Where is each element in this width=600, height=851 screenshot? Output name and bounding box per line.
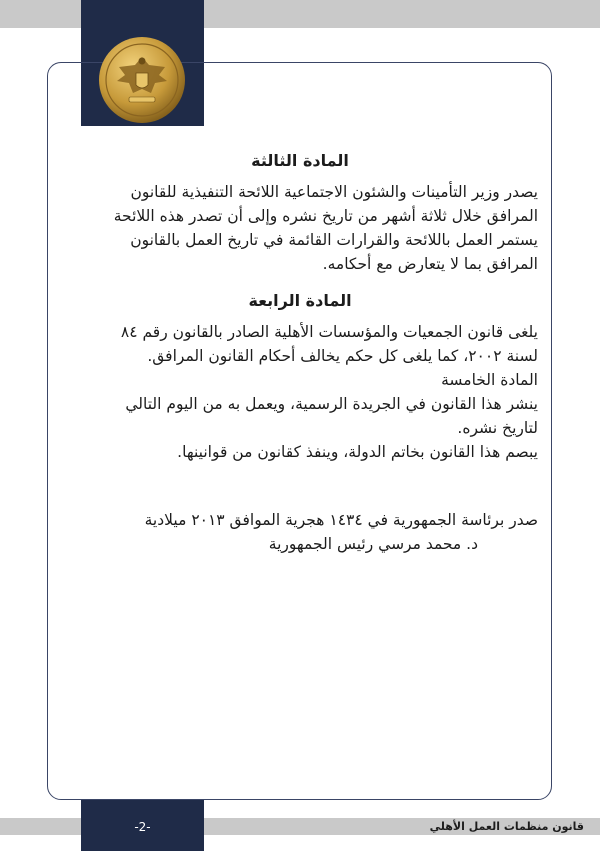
article-3-line: المرافق بما لا يتعارض مع أحكامه. bbox=[322, 255, 538, 273]
footer-title: قانون منظمات العمل الأهلي bbox=[429, 820, 584, 833]
article-5-line: يبصم هذا القانون بخاتم الدولة، وينفذ كقانون من قوانينها. bbox=[177, 443, 538, 461]
signature-block bbox=[62, 508, 538, 556]
signatory-line: د. محمد مرسي رئيس الجمهورية bbox=[268, 535, 478, 553]
document-body bbox=[62, 150, 538, 464]
article-5-line: لتاريخ نشره. bbox=[457, 419, 538, 437]
egypt-eagle-emblem-icon bbox=[97, 35, 187, 125]
issuance-line: صدر برئاسة الجمهورية في ١٤٣٤ هجرية الموافق ٢٠١٣ ميلادية bbox=[144, 511, 538, 529]
article-5-line: ينشر هذا القانون في الجريدة الرسمية، ويعمل به من اليوم التالي bbox=[125, 395, 538, 413]
article-4-line: لسنة ٢٠٠٢، كما يلغى كل حكم يخالف أحكام القانون المرافق. bbox=[147, 347, 538, 365]
article-3-heading: المادة الثالثة bbox=[251, 151, 349, 170]
article-4-line: يلغى قانون الجمعيات والمؤسسات الأهلية الصادر بالقانون رقم ٨٤ bbox=[120, 323, 538, 341]
article-3-line: يصدر وزير التأمينات والشئون الاجتماعية اللائحة التنفيذية للقانون bbox=[130, 183, 538, 201]
article-3-line: المرافق خلال ثلاثة أشهر من تاريخ نشره وإلى أن تصدر هذه اللائحة bbox=[113, 207, 538, 225]
page-number: -2- bbox=[134, 820, 151, 834]
article-4-heading: المادة الرابعة bbox=[248, 291, 352, 310]
article-3-line: يستمر العمل باللائحة والقرارات القائمة في تاريخ العمل بالقانون bbox=[130, 231, 538, 249]
article-5-heading: المادة الخامسة bbox=[441, 371, 538, 389]
